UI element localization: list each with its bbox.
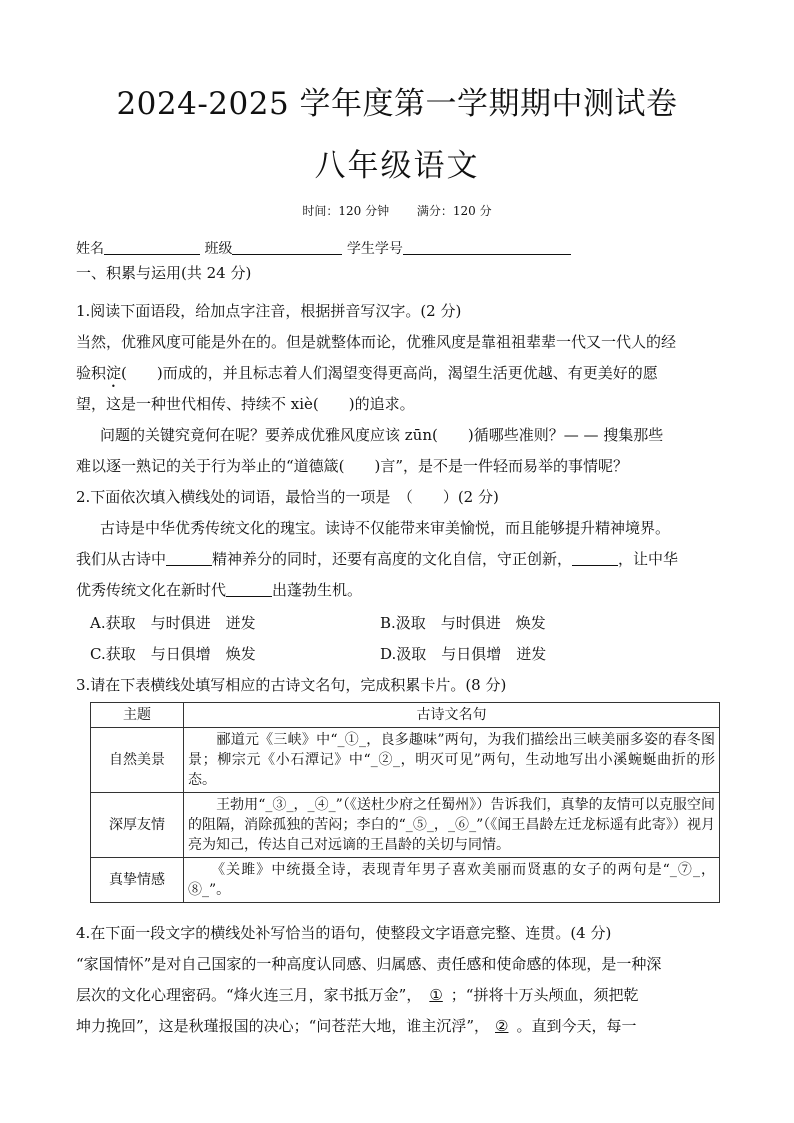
- text-segment: 出蓬勃生机。: [272, 581, 363, 599]
- answer-blank-2[interactable]: ②: [495, 1017, 509, 1035]
- section-heading: 一、积累与运用(共 24 分): [76, 264, 252, 282]
- text-segment: ( )而成的，并且标志着人们渴望变得更高尚，渴望生活更优越、有更美好的愿: [121, 364, 658, 382]
- class-field[interactable]: [232, 240, 342, 255]
- table-header-theme: 主题: [91, 703, 184, 728]
- text-segment: ，让中华: [618, 550, 679, 568]
- table-row: [91, 793, 720, 858]
- text-segment: 坤力挽回”，这是秋瑾报国的决心；“问苍茫大地，谁主沉浮”，: [76, 1017, 490, 1035]
- q2-passage-line: [76, 579, 362, 600]
- student-id-label: 学生学号: [346, 241, 403, 257]
- answer-blank[interactable]: [166, 551, 212, 566]
- option-d[interactable]: D.汲取 与日俱增 迸发: [380, 645, 547, 663]
- q4-passage-line: “家国情怀”是对自己国家的一种高度认同感、归属感、责任感和使命感的体现，是一种深: [76, 955, 662, 973]
- q1-paragraph-line: 问题的关键究竟何在呢？要养成优雅风度应该 zūn( )循哪些准则？— — 搜集那些: [100, 426, 664, 444]
- text-segment: ；“拼将十万头颅血，须把乾: [450, 986, 639, 1004]
- table-header-row: [91, 703, 720, 728]
- answer-blank-1[interactable]: ①: [429, 986, 443, 1004]
- answer-blank[interactable]: [572, 551, 618, 566]
- text-segment: 优秀传统文化在新时代: [76, 581, 227, 599]
- table-header-quote: 古诗文名句: [184, 703, 720, 728]
- table-row: [91, 728, 720, 793]
- student-id-field[interactable]: [403, 240, 571, 255]
- exam-subject: 八年级语文: [314, 148, 480, 184]
- q2-passage-line: [76, 548, 678, 569]
- exam-time: 时间：120 分钟: [302, 204, 390, 218]
- q1-paragraph-line: [76, 362, 658, 391]
- option-b[interactable]: B.汲取 与时俱进 焕发: [380, 614, 546, 632]
- q1-paragraph-line: 难以逐一熟记的关于行为举止的“道德箴( )言”，是不是一件轻而易举的事情呢？: [76, 457, 629, 475]
- text-segment: 层次的文化心理密码。“烽火连三月，家书抵万金”，: [76, 986, 422, 1004]
- student-info-row: [76, 238, 571, 258]
- answer-blank[interactable]: [226, 582, 272, 597]
- option-a[interactable]: A.获取 与时俱进 迸发: [90, 614, 256, 632]
- row-theme: 自然美景: [91, 728, 184, 793]
- text-segment: 。直到今天，每一: [516, 1017, 637, 1035]
- q1-paragraph-line: 望，这是一种世代相传、持续不 xiè( )的追求。: [76, 395, 415, 413]
- row-theme: 真挚情感: [91, 858, 184, 903]
- text-segment: 精神养分的同时，还要有高度的文化自信，守正创新，: [212, 550, 573, 568]
- dotted-character: 淀: [106, 364, 122, 382]
- exam-score: 满分：120 分: [416, 204, 492, 218]
- q2-stem: 2.下面依次填入横线处的词语，最恰当的一项是 （ ）(2 分): [76, 488, 499, 506]
- exam-meta: [0, 202, 794, 219]
- q1-paragraph-line: 当然，优雅风度可能是外在的。但是就整体而论，优雅风度是靠祖祖辈辈一代又一代人的经: [76, 333, 677, 351]
- q4-passage-line: [76, 1015, 636, 1036]
- name-field[interactable]: [104, 240, 200, 255]
- q4-stem: 4.在下面一段文字的横线处补写恰当的语句，使整段文字语意完整、连贯。(4 分): [76, 924, 612, 942]
- table-row: [91, 858, 720, 903]
- q4-passage-line: [76, 984, 638, 1005]
- row-quote-text: 王勃用“_③_，_④_”（《送杜少府之任蜀州》）告诉我们，真挚的友情可以克服空间的阻隔，消除孤独的苦闷；李白的“_⑤_，_⑥_”（《闻王昌龄左迁龙标遥有此寄》）视月亮为知己，传达自己对远谪的王昌龄的关切与同情。: [184, 793, 720, 858]
- class-label: 班级: [204, 241, 233, 257]
- q1-stem: 1.阅读下面语段，给加点字注音，根据拼音写汉字。(2 分): [76, 302, 462, 320]
- row-quote-text: 郦道元《三峡》中“_①_，良多趣味”两句，为我们描绘出三峡美丽多姿的春冬图景；柳宗元《小石潭记》中“_②_，明灭可见”两句，生动地写出小溪蜿蜒曲折的形态。: [184, 728, 720, 793]
- accumulation-card-table: [90, 702, 720, 903]
- row-quote-text: 《关雎》中统摄全诗，表现青年男子喜欢美丽而贤惠的女子的两句是“_⑦_，⑧_”。: [184, 858, 720, 903]
- row-theme: 深厚友情: [91, 793, 184, 858]
- option-c[interactable]: C.获取 与日俱增 焕发: [90, 645, 256, 663]
- q2-passage-line: 古诗是中华优秀传统文化的瑰宝。读诗不仅能带来审美愉悦，而且能够提升精神境界。: [100, 519, 671, 537]
- q3-stem: 3.请在下表横线处填写相应的古诗文名句，完成积累卡片。(8 分): [76, 676, 507, 694]
- name-label: 姓名: [76, 241, 104, 257]
- text-segment: 验积: [76, 364, 107, 382]
- text-segment: 我们从古诗中: [76, 550, 167, 568]
- exam-title: 2024-2025 学年度第一学期期中测试卷: [116, 86, 678, 122]
